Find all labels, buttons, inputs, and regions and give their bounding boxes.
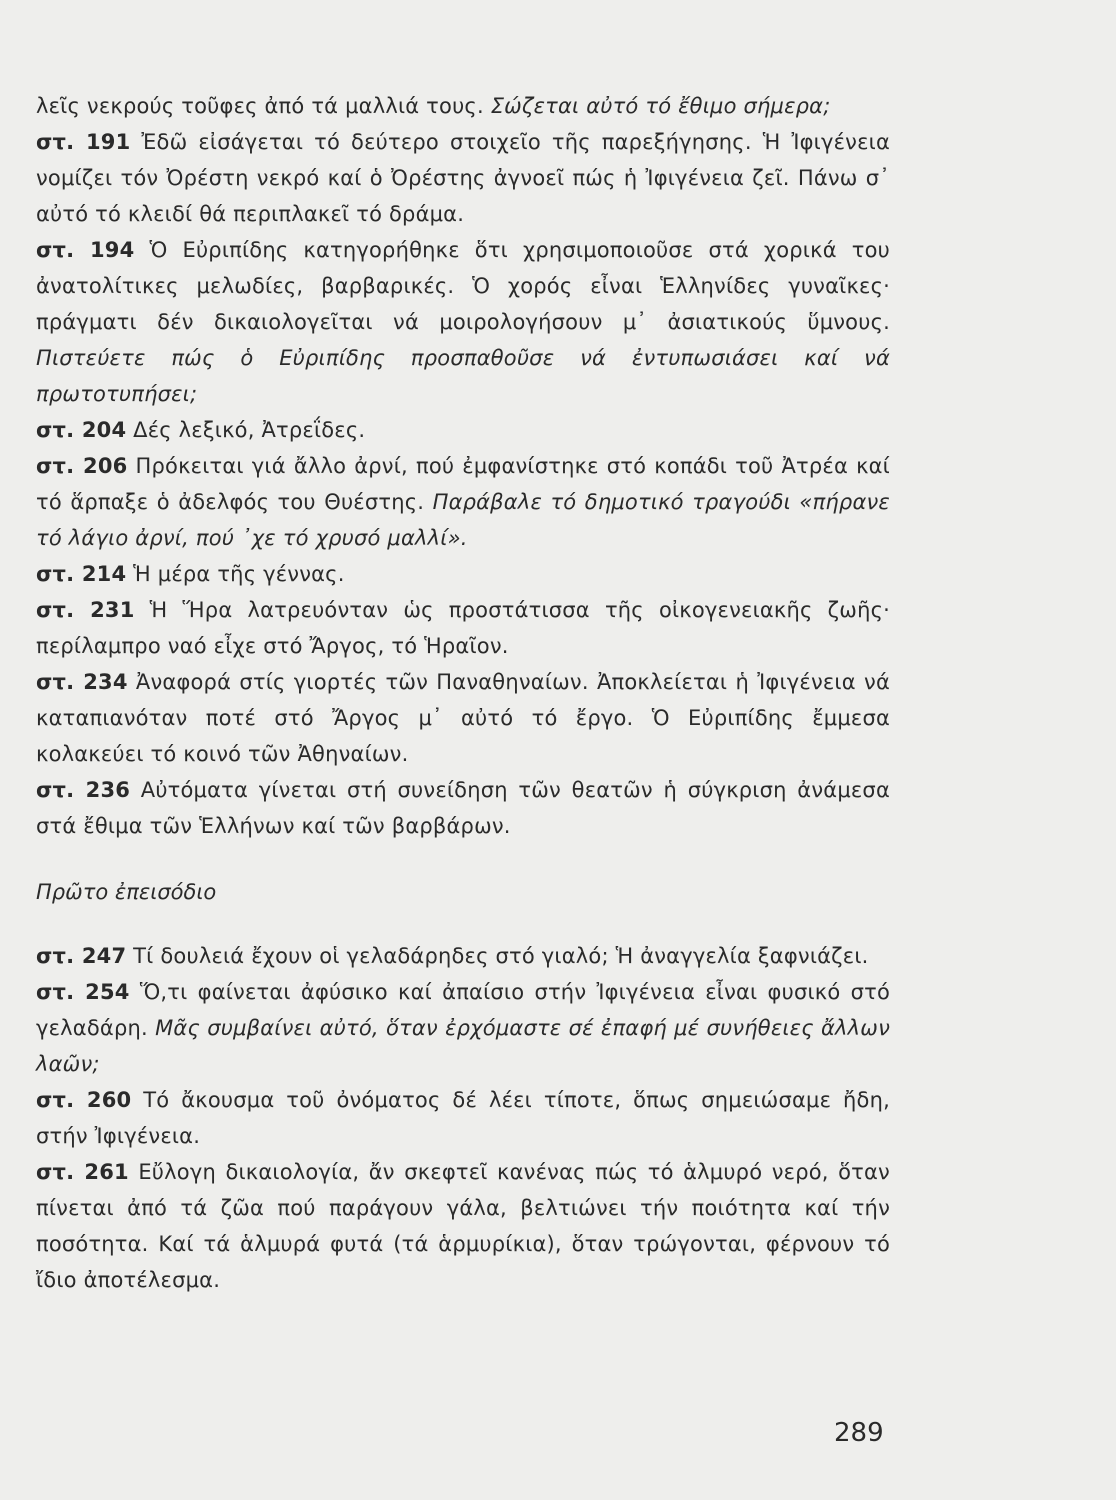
page-number: 289 — [834, 1418, 884, 1448]
commentary-text: Αὐτόματα γίνεται στή συνείδηση τῶν θεατῶν ἡ σύγκριση ἀνάμεσα στά ἔθιμα τῶν Ἑλλήνων καί τῶν βαρβάρων. — [36, 778, 890, 838]
verse-reference: στ. 247 — [36, 944, 127, 968]
commentary-entry — [36, 1082, 890, 1154]
commentary-text: Τό ἄκουσμα τοῦ ὀνόματος δέ λέει τίποτε, ὅπως σημειώσαμε ἤδη, στήν Ἰφιγένεια. — [36, 1088, 890, 1148]
commentary-question: Σώζεται αὐτό τό ἔθιμο σήμερα; — [490, 94, 831, 118]
commentary-text: Τί δουλειά ἔχουν οἱ γελαδάρηδες στό γιαλό; Ἡ ἀναγγελία ξαφνιάζει. — [126, 944, 869, 968]
commentary-text: Εὔλογη δικαιολογία, ἄν σκεφτεῖ κανένας πώς τό ἁλμυρό νερό, ὅταν πίνεται ἀπό τά ζῶα πού παράγουν γάλα, βελτιώνει τήν ποιότητα καί τήν ποσότητα. Καί τά ἁλμυρά φυτά (τά ἁρμυρίκια), ὅταν τρώγονται, φέρνουν τό ἴδιο ἀποτέλεσμα. — [36, 1160, 890, 1292]
commentary-entries-group-2 — [36, 938, 890, 1298]
commentary-entry — [36, 938, 890, 974]
commentary-question: Μᾶς συμβαίνει αὐτό, ὅταν ἐρχόμαστε σέ ἐπαφή μέ συνήθειες ἄλλων λαῶν; — [36, 1016, 890, 1076]
verse-reference: στ. 231 — [36, 598, 135, 622]
verse-reference: στ. 194 — [36, 238, 135, 262]
commentary-text: Πρόκειται γιά ἄλλο ἀρνί, πού ἐμφανίστηκε στό κοπάδι τοῦ Ἀτρέα καί τό ἅρπαξε ὁ ἀδελφός του Θυέστης. — [36, 454, 890, 514]
commentary-entry — [36, 974, 890, 1082]
commentary-text: Ὁ Εὐριπίδης κατηγορήθηκε ὅτι χρησιμοποιοῦσε στά χορικά του ἀνατολίτικες μελωδίες, βαρβαρικές. Ὁ χορός εἶναι Ἑλληνίδες γυναῖκες· πράγματι δέν δικαιολογεῖται νά μοιρολογήσουν μ᾽ ἀσιατικούς ὕμνους. — [36, 238, 890, 334]
verse-reference: στ. 260 — [36, 1088, 132, 1112]
verse-reference: στ. 236 — [36, 778, 131, 802]
section-heading: Πρῶτο ἐπεισόδιο — [36, 880, 217, 904]
verse-reference: στ. 254 — [36, 980, 130, 1004]
commentary-text: Ἐδῶ εἰσάγεται τό δεύτερο στοιχεῖο τῆς παρεξήγησης. Ἡ Ἰφιγένεια νομίζει τόν Ὀρέστη νεκρό καί ὁ Ὀρέστης ἀγνοεῖ πώς ἡ Ἰφιγένεια ζεῖ. Πάνω σ᾽ αὐτό τό κλειδί θά περιπλακεῖ τό δράμα. — [36, 130, 890, 226]
commentary-entry — [36, 556, 890, 592]
commentary-text: Ὅ,τι φαίνεται ἀφύσικο καί ἀπαίσιο στήν Ἰφιγένεια εἶναι φυσικό στό γελαδάρη. — [36, 980, 891, 1040]
commentary-entry — [36, 592, 890, 664]
verse-reference: στ. 234 — [36, 670, 128, 694]
commentary-text: λεῖς νεκρούς τοῦφες ἀπό τά μαλλιά τους. — [36, 94, 491, 118]
commentary-entry — [36, 232, 890, 412]
commentary-entry — [36, 772, 890, 844]
commentary-entry — [36, 88, 890, 124]
commentary-entry — [36, 1154, 890, 1298]
commentary-entry — [36, 124, 890, 232]
verse-reference: στ. 204 — [36, 418, 127, 442]
commentary-text: Ἡ Ἥρα λατρευόνταν ὡς προστάτισσα τῆς οἰκογενειακῆς ζωῆς· περίλαμπρο ναό εἶχε στό Ἄργος, τό Ἡραῖον. — [36, 598, 890, 658]
commentary-text: Ἀναφορά στίς γιορτές τῶν Παναθηναίων. Ἀποκλείεται ἡ Ἰφιγένεια νά καταπιανόταν ποτέ στό Ἄργος μ᾽ αὐτό τό ἔργο. Ὁ Εὐριπίδης ἔμμεσα κολακεύει τό κοινό τῶν Ἀθηναίων. — [36, 670, 890, 766]
commentary-entry — [36, 412, 890, 448]
verse-reference: στ. 206 — [36, 454, 128, 478]
commentary-question: Παράβαλε τό δημοτικό τραγούδι «πήρανε τό λάγιο ἀρνί, πού ᾽χε τό χρυσό μαλλί». — [36, 490, 890, 550]
verse-reference: στ. 191 — [36, 130, 131, 154]
commentary-entries-group-1 — [36, 88, 890, 844]
commentary-question: Πιστεύετε πώς ὁ Εὐριπίδης προσπαθοῦσε νά ἐντυπωσιάσει καί νά πρωτοτυπήσει; — [36, 346, 890, 406]
commentary-entry — [36, 448, 890, 556]
commentary-text: Δές λεξικό, Ἀτρεΐδες. — [126, 418, 366, 442]
commentary-text: Ἡ μέρα τῆς γέννας. — [126, 562, 345, 586]
verse-reference: στ. 214 — [36, 562, 127, 586]
commentary-entry — [36, 664, 890, 772]
verse-reference: στ. 261 — [36, 1160, 129, 1184]
